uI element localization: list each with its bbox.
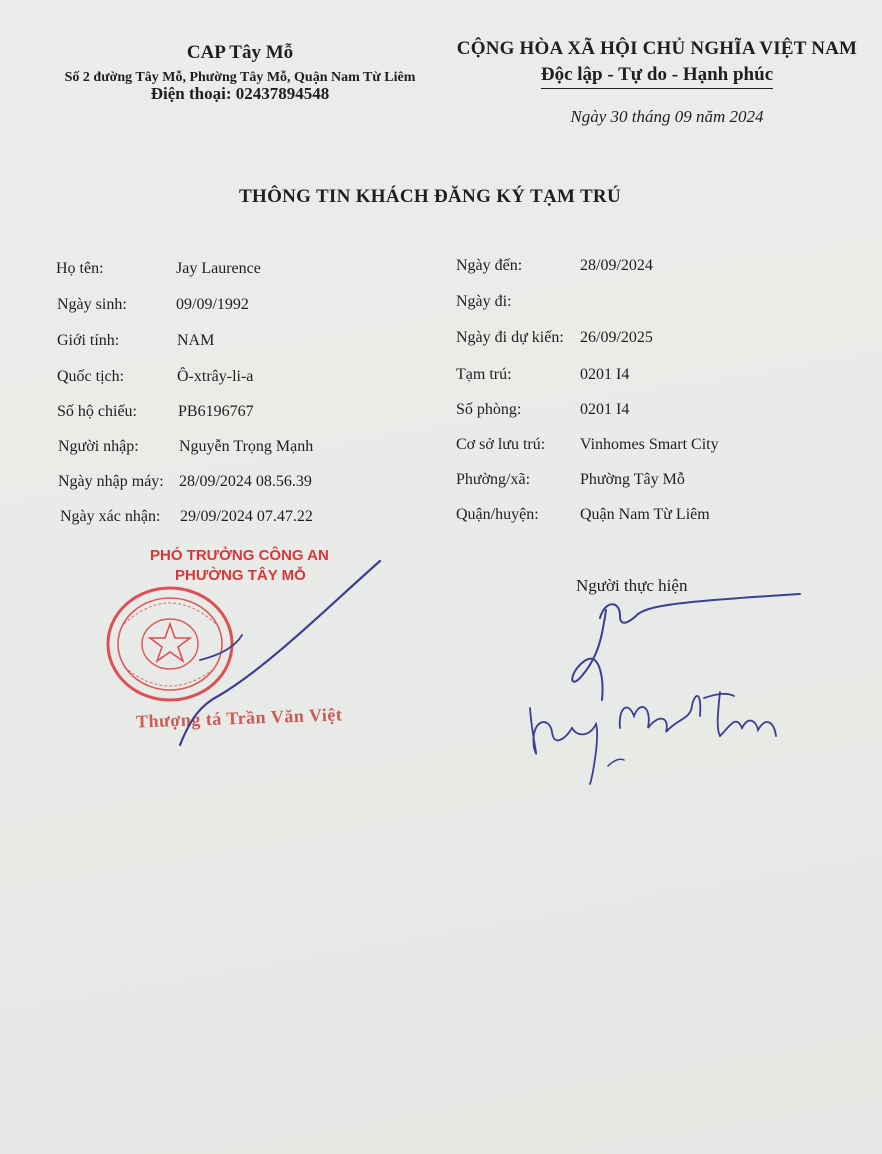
officer-signature-icon bbox=[150, 555, 390, 755]
field-label: Cơ sở lưu trú: bbox=[456, 436, 546, 453]
field-label: Ngày nhập máy: bbox=[58, 473, 164, 490]
field-label: Người nhập: bbox=[58, 438, 139, 455]
field-label: Ngày đi: bbox=[456, 293, 512, 310]
field-value: PB6196767 bbox=[178, 403, 254, 420]
document-title: THÔNG TIN KHÁCH ĐĂNG KÝ TẠM TRÚ bbox=[239, 186, 621, 207]
national-header-block bbox=[440, 38, 874, 127]
document-date: Ngày 30 tháng 09 năm 2024 bbox=[570, 107, 764, 126]
field-value: NAM bbox=[177, 332, 215, 349]
field-label: Ngày sinh: bbox=[57, 296, 127, 313]
stamp-title-line: PHƯỜNG TÂY MỖ bbox=[175, 567, 306, 584]
field-label: Quốc tịch: bbox=[57, 368, 125, 385]
field-label: Giới tính: bbox=[57, 332, 120, 349]
field-value: 26/09/2025 bbox=[580, 329, 653, 346]
field-label: Ngày xác nhận: bbox=[60, 508, 161, 525]
org-name: CAP Tây Mỗ bbox=[186, 42, 294, 63]
org-address: Số 2 đường Tây Mỗ, Phường Tây Mỗ, Quận Nam Từ Liêm bbox=[64, 70, 416, 85]
field-label: Số hộ chiếu: bbox=[57, 403, 137, 420]
signer-title: Người thực hiện bbox=[576, 576, 688, 595]
field-label: Ngày đến: bbox=[456, 257, 523, 274]
field-value: 29/09/2024 07.47.22 bbox=[180, 508, 313, 525]
field-value: Nguyễn Trọng Mạnh bbox=[179, 438, 314, 455]
field-value: 09/09/1992 bbox=[176, 296, 249, 313]
issuing-authority-block bbox=[30, 42, 450, 104]
field-label: Họ tên: bbox=[56, 260, 104, 277]
stamp-title-line: PHÓ TRƯỞNG CÔNG AN bbox=[150, 547, 329, 564]
field-label: Phường/xã: bbox=[456, 471, 531, 488]
field-value: 0201 I4 bbox=[580, 366, 630, 383]
field-label: Số phòng: bbox=[456, 401, 522, 418]
field-value: Phường Tây Mỗ bbox=[580, 471, 685, 488]
field-value: 0201 I4 bbox=[580, 401, 630, 418]
org-phone: Điện thoại: 02437894548 bbox=[150, 84, 330, 103]
field-value: 28/09/2024 bbox=[580, 257, 653, 274]
field-label: Ngày đi dự kiến: bbox=[456, 329, 564, 346]
field-label: Tạm trú: bbox=[456, 366, 512, 383]
field-value: Quận Nam Từ Liêm bbox=[580, 506, 710, 523]
field-value: Vinhomes Smart City bbox=[580, 436, 719, 453]
nation-name: CỘNG HÒA XÃ HỘI CHỦ NGHĨA VIỆT NAM bbox=[456, 38, 858, 59]
signer-signature-icon bbox=[520, 588, 810, 788]
field-value: Ô-xtrây-li-a bbox=[177, 368, 254, 385]
field-label: Quận/huyện: bbox=[456, 506, 539, 523]
field-value: Jay Laurence bbox=[176, 260, 261, 277]
field-value: 28/09/2024 08.56.39 bbox=[179, 473, 312, 490]
national-motto: Độc lập - Tự do - Hạnh phúc bbox=[541, 64, 773, 89]
officer-name: Thượng tá Trần Văn Việt bbox=[135, 704, 343, 732]
